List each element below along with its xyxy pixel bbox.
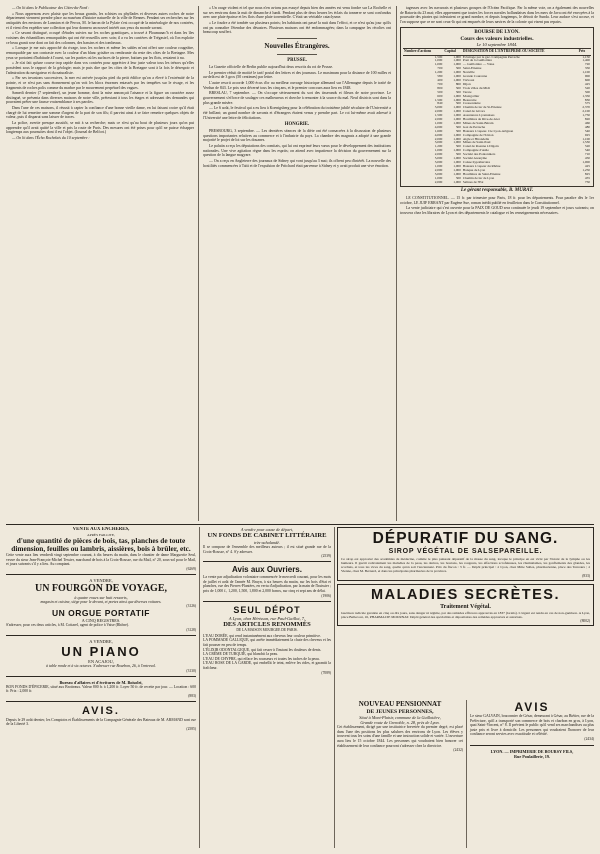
ad-reference: (3130) (186, 668, 196, 673)
ad-text: magasin et cuisine, siège pour le devant, et portes ainsi que diverses voitures. (40, 599, 162, 604)
table-cell: 1,000 (453, 114, 461, 118)
company-name: Assurances Lyonnaises (462, 114, 495, 118)
paragraph: La police, avertie presque aussitôt, se mit à sa recherche; mais ce n'est qu'au bout de plusieurs jours qu'on put apprendre qu'il avait quitté la ville et pris la route de Paris. Des mesures ont été prises pour qu'il ne puisse échapper longtemps aux poursuites dont il est l'objet. (Journal de Belfort.) (6, 121, 194, 135)
company-name: Houillères de Rive-de-Gier (462, 118, 500, 122)
paragraph: LE CONSTITUTIONNEL. — 15 fr. par trimestre pour Paris, 18 fr. pour les départements. Pour paraître dès le 1er octobre, LE JUIF ERRANT par Eugène Sue, roman inédit publié en feuilleton dans le Constitutionnel. (400, 196, 594, 205)
ad-reference: (883) (188, 693, 196, 698)
ad-text: Depuis le 29 août dernier, les Comptoirs et Établissements de la Compagnie Générale des Bateaux de M. ARMAND sont rue de la Liberté 3. (6, 717, 196, 727)
company-name: Caisse hypothécaire (462, 161, 491, 164)
table-cell: 455 (584, 176, 590, 180)
table-cell: 1,250 (582, 168, 590, 172)
ad-subtitle: A Lyon, chez Hérisson, rue Paul-Gaillot, 7, (228, 615, 306, 621)
article-head: — On lit dans le Publicateur des Côtes-du-Nord : (12, 6, 90, 10)
table-cell: 1,000 (453, 121, 461, 125)
table-cell: 1,150 (582, 55, 590, 59)
ad-avis-galvain (470, 700, 594, 759)
paragraph: — Le 6 août, le festival qui a eu lieu à Koenigsberg pour la célébration du troisième jubilé séculaire de l'Université a été brillant; un grand nombre de savants et d'étrangers étaient venus y prendre part. Le roi lui-même avait adressé à l'Université une lettre de félicitations. (203, 106, 391, 120)
table-cell: 1,000 (453, 180, 461, 184)
table-cell: 425 (584, 164, 590, 168)
ad-text: La vente par adjudication volontaire commencée le mercredi courant, pour les mois de juillet et août de l'année M. Bruyn, à six heures du matin, sur les bois d'étai et planches, rue des Pierres-Plantées, en vertu d'adjudication, par la main de l'huissier ; prix de 1,000 f., 1,200, 1,500, 1,800 et 2,000 francs, sur cinq et sept ans de délai. (203, 575, 331, 593)
company-name: Mines de Saint-Bérain (462, 121, 494, 125)
table-cell: 820 (584, 118, 590, 122)
table-cell: 540 (584, 129, 590, 133)
table-cell: 575 (584, 102, 590, 106)
table-cell: 3,000 (434, 161, 443, 164)
ad-subtitle: A CINQ REGISTRES. (81, 618, 121, 624)
paragraph: « Par ses invasions successives, la mer est arrivée jusqu'au pied du petit édifice qu'on a élevé à l'extrémité de la pointe, et ce n'est pas sans étonnement qu'on voit les blocs énormes entassés par les tempêtes sur le rivage, et les fragments de roches polis comme du marbre par le mouvement perpétuel des vagues. (6, 76, 194, 90)
newspaper-page (6, 6, 594, 848)
ad-text: BON FONDS D'ÉPICERIE, situé aux Brotteaux. Valeur 800 fr. à 1,200 fr. Loyer 50 fr. de recette par jour. — Location : 600 fr. Prix : 2,000 fr. (6, 684, 196, 694)
table-cell: 1,000 (582, 161, 590, 164)
table-cell: 1,000 (453, 118, 461, 122)
table-cell: 4,000 (434, 125, 443, 129)
stock-exchange-table (400, 27, 594, 188)
table-cell: 720 (584, 63, 590, 67)
ad-subtitle: SIROP VÉGÉTAL DE SALSEPAREILLE. (388, 548, 543, 555)
ad-reference: (2539) (321, 554, 331, 559)
ad-heading: A vendre pour cause de départ, (240, 527, 294, 532)
ad-heading: Bureau d'affaires et d'écritures de M. Boisolei, (59, 679, 143, 685)
ad-item: L'EAU DE CHYPRE, qui efface les rousseurs et toutes les taches de la peau. (203, 656, 320, 661)
paragraph: tageuses avec les navarrais et plusieurs groupes de l'Océan Pacifique. Par la même voie, on a également des nouvelles de Batavia du 23 mai; elles apprennent que toutes les forces navales hollandaises dans les mers de Java ont été envoyées à la poursuite des pirates qui infestaient ce grand nombre, et depuis longtemps, le détroit de Sunda. Leur audace s'est accrue, et l'on suppose que ce ne sont ceux-là qui ont emparés de leurs navires de la colonie qui visent pas repairs. (400, 6, 594, 24)
table-cell: 1,000 (434, 63, 443, 67)
ad-ouvriers (203, 561, 331, 597)
ad-title: AVIS. (82, 704, 120, 717)
column-header: Nombre d'actions (403, 48, 443, 55)
column-3 (400, 6, 594, 518)
gerant-signature: Le gérant responsable, B. MURAT. (460, 188, 534, 194)
table-cell: 520 (584, 145, 590, 149)
table-cell: 1,000 (453, 94, 461, 98)
paragraph: « Lorsque je me suis approché du rivage, tous les rochers et même les sables m'ont offert une couleur rougeâtre, remarquable par son contraste avec la couleur d'un blanc grisâtre ou rembrunie du reste des côtes de la Bretagne. Mes yeux se portaient d'habitude à l'ouest, sur les parties où les surfaces de la pierre, battues par les flots, restaient à nu. (6, 46, 194, 60)
table-cell: 1,000 (434, 176, 443, 180)
paragraph: « Je n'ai fait qu'une course trop rapide dans vos contrées pour apprécier à leur juste valeur tous les trésors qu'elles possèdent sous le rapport de la géologie; mais je puis dire que les côtes de la Bretagne sont à la fois le désespoir et l'admiration du navigateur et du naturaliste. (6, 61, 194, 75)
table-cell: 500 (455, 176, 461, 180)
table-cell: 2,000 (434, 168, 443, 172)
table-cell: 600 (437, 94, 443, 98)
country-heading: PRUSSE. (287, 57, 307, 63)
ad-reference: (8002) (580, 619, 590, 624)
company-name: Compagnie de l'Union (462, 133, 494, 137)
ad-title: UN ORGUE PORTATIF (52, 608, 150, 619)
ad-text: Guérison radicale garantie en cinq ou dix jours, sans danger ni régime, par des remèdes efficaces approuvés en 1837 (Gratis). L'argent est rendu en cas de non-guérison. A Lyon, place Bellecour, 16, PHARMACIE MOURNAT. Dépôt général des spécialités et dépositaires des remèdes approuvés et autorisés. (341, 610, 590, 619)
ad-reference: (7089) (321, 670, 331, 675)
company-name: Bateaux à vapeur du Rhône (462, 164, 501, 168)
table-cell: 840 (437, 102, 443, 106)
divider (277, 38, 317, 39)
ad-piano (6, 635, 196, 673)
ad-subtitle: très-achalandé. (253, 540, 281, 545)
paragraph: Le premier réduit de moitié le tarif postal des lettres et des journaux. Le maximum pour la distance de 100 milles et au-delà est de 3 gros (50 centimes) par lettre. (203, 70, 391, 80)
table-cell: 3,000 (434, 172, 443, 176)
company-name: Mines de Saint-Paul (462, 141, 491, 145)
table-cell: 450 (584, 157, 590, 161)
ad-subheading: APRÈS FAILLITE, (87, 532, 115, 537)
ad-maladies (337, 584, 594, 627)
ad-text: Il se compose de l'ensemble des meilleurs auteurs ; il est situé grande rue de la Croix-Rousse, n° 4. S'y adresser. (203, 545, 331, 554)
ad-avis (6, 701, 196, 731)
table-cell: 500 (455, 67, 461, 71)
column-1 (6, 6, 194, 518)
table-cell: 710 (584, 153, 590, 157)
table-cell: 1,000 (453, 59, 461, 63)
table-cell: 1,500 (434, 114, 443, 118)
table-cell: 1,350 (582, 94, 590, 98)
bourse-date: Le 10 septembre 1844. (476, 42, 518, 48)
table-cell: 1,000 (453, 133, 461, 137)
company-name: Chemin de fer de St-Étienne (462, 106, 502, 110)
table-cell: 1,000 (453, 164, 461, 168)
company-name: Grande Couronne (462, 75, 488, 79)
table-cell: 2,000 (434, 153, 443, 157)
table-cell: 1,000 (453, 137, 461, 141)
column-divider (199, 527, 200, 848)
table-cell: 500 (455, 153, 461, 157)
table-cell: 600 (584, 78, 590, 82)
table-cell: 500 (455, 90, 461, 94)
bourse-title: BOURSE DE LYON. (474, 29, 520, 35)
paragraph: BRESLAU, 7 septembre. — On s'occupe sérieusement du sort des tisserands et fileurs de notre province. Le gouvernement s'efforce de soulager ces malheureux et cherche à remonter à la source du mal. Neuf districts sont dans la plus grande misère. (203, 91, 391, 105)
company-name: Beaucaire (462, 98, 477, 102)
table-cell: 1,000 (453, 149, 461, 153)
column-divider (466, 700, 467, 848)
table-cell: 750 (584, 180, 590, 184)
company-name: Tarare (462, 90, 472, 94)
company-name: Neuville (462, 71, 475, 75)
company-name: Canal de Roanne à Digoin (462, 145, 499, 149)
ad-title: SEUL DÉPOT (233, 604, 301, 615)
table-cell: 400 (437, 78, 443, 82)
table-cell: 460 (584, 121, 590, 125)
company-name: Houillères de Saint-Étienne (462, 172, 501, 176)
column-divider (396, 6, 397, 521)
table-cell: 2,000 (434, 137, 443, 141)
ad-title: MALADIES SECRÈTES. (371, 586, 560, 603)
bourse-subtitle: Cours des valeurs industrielles. (460, 35, 534, 42)
table-cell: 1,000 (453, 141, 461, 145)
company-name: Dijon (462, 82, 471, 86)
table-cell: 1,000 (434, 164, 443, 168)
table-cell: 500 (455, 102, 461, 106)
column-header: Prix (578, 48, 591, 55)
company-name: Société des Pontonniers (462, 153, 496, 157)
ad-subtitle: DE LA MAISON MOURGEE DE PARIS. (236, 628, 298, 633)
paragraph: Samedi dernier (7 septembre), un jeune homme, dont la mise annonçait l'aisance et la figure un caractère assez distingué, se présenta dans diverses maisons de notre ville, prétextant à tous les étages et adressant des demandes qui pouvaient prêter une fausse vraisemblance à ses paroles. (6, 91, 194, 105)
table-cell: 1,000 (453, 55, 461, 59)
imprint-line: LYON. — IMPRIMERIE DE BOURSY FILS, (490, 748, 574, 754)
ad-text: Le sieur GALVAIN, braconnier de Gésar, demeurant à Gésar, au Biétier, rue de la Préfecture, qu'il a transporté son commerce de bois et charbon en gros, à Lyon, quai Saint-Vincent, n° 8. Il prévient le public qu'il vend ses marchandises au plus juste prix et livre à domicile. Les personnes qui voudraient l'honorer de leur confiance seront servies avec exactitude et célérité. (470, 714, 594, 737)
table-cell: 1,400 (582, 59, 590, 63)
company-name: Compagnie d'Asile (462, 149, 489, 153)
table-cell: 1,000 (453, 110, 461, 114)
company-name: Trévoux (462, 78, 475, 82)
table-cell: 1,600 (434, 129, 443, 133)
table-cell: 700 (437, 82, 443, 86)
table-cell: 830 (584, 98, 590, 102)
paragraph: « Un orage violent et tel que nous n'en avions pas essuyé depuis bien des années est venu fondre sur La Rochelle et sur ses environs dans la nuit de dimanche à lundi. Pendant plus de deux heures les éclats du tonnerre se sont confondus avec une pluie épaisse et les flots d'une pluie torrentielle. C'était un véritable cataclysme. (203, 6, 391, 20)
ad-text: S'adresser, pour ces deux articles, à M. Cottarel, agent de police à Vaise (Rhône). (6, 623, 129, 628)
company-name: Gaz de Perrache (462, 125, 486, 129)
table-cell: 1,000 (453, 157, 461, 161)
table-cell: 1,200 (434, 145, 443, 149)
imprint-line: Rue Poulaillerie, 19. (513, 753, 551, 759)
ad-subtitle: Situé à Mont-Plaisir, commune de la Guillotière, (359, 715, 441, 721)
paragraph: « Ce savant distingué, occupé d'études suivies sur les roches granitiques, a trouvé à Ploumanac'h et dans les îles voisines des échantillons remarquables qui ont été recueillis avec soin; il a vu les carrières de Trégastel, où l'on exploite ce beau granit rose dont on fait des colonnes, des bassins et des tombeaux. (6, 31, 194, 45)
table-cell: 350 (584, 67, 590, 71)
ad-reference: (1906) (321, 593, 331, 598)
table-cell: 1,000 (434, 149, 443, 153)
table-cell: 540 (584, 149, 590, 153)
column-header: DÉSIGNATION DE L'ENTREPRISE OU SOCIÉTÉ (462, 48, 578, 55)
column-divider (198, 6, 199, 521)
section-rule (6, 524, 594, 525)
ad-title: UN FONDS DE CABINET LITTÉRAIRE (207, 532, 327, 539)
ad-title: Avis aux Ouvriers. (232, 565, 302, 575)
table-cell: 1,000 (453, 98, 461, 102)
paragraph: La vente judiciaire qui s'est ouverte pour la PAIX DE GOUD sera continuée le jeudi 19 septembre et jours suivants; on trouvera chez les libraires de Lyon et des départements le catalogue et les renseignements nécessaires. (400, 206, 594, 216)
ads-column-b (203, 527, 331, 848)
paragraph: Le palatin a reçu les députations des comitats, qui lui ont exprimé leurs vœux pour le développement des institutions nationales. Une vive agitation règne dans les esprits; on attend avec impatience la décision du gouvernement sur la question de la langue magyare. (203, 144, 391, 158)
table-cell: 825 (584, 172, 590, 176)
column-header: Capital (443, 48, 462, 55)
ad-subtitle: EN ACAJOU, (88, 659, 114, 665)
table-cell: 500 (455, 86, 461, 90)
table-cell: 1,100 (582, 137, 590, 141)
ad-reference: (2434) (584, 736, 594, 741)
ad-heading: VENTE AUX ENCHÈRES, (72, 527, 130, 532)
ad-heading: A VENDRE, (89, 639, 113, 645)
ad-item: L'EAU ROSE DE LA GARDE, qui embellit le teint, enlève les rides, et garantit la fraîcheur. (203, 661, 331, 670)
ad-title: NOUVEAU PENSIONNAT (358, 700, 442, 708)
table-cell: 800 (455, 82, 461, 86)
table-cell: 2,370 (582, 106, 590, 110)
table-cell: 1,750 (582, 114, 590, 118)
ad-pensionnat (337, 700, 463, 752)
ad-subtitle: à quatre roues sur huit ressorts, (74, 594, 128, 600)
table-cell: 3,000 (434, 106, 443, 110)
company-name: Bateaux à vapeur. Cie Lyon-Avignon (462, 129, 514, 133)
ad-heading: A VENDRE, (89, 577, 113, 583)
company-name: Saint-Étienne (462, 67, 482, 71)
table-cell: 480 (584, 125, 590, 129)
company-name: Trois villes du Midi (462, 86, 490, 90)
paragraph: La Gazette officielle de Berlin publie aujourd'hui deux rescrits du roi de Prusse. (209, 64, 334, 69)
table-cell: 580 (437, 75, 443, 79)
table-cell: 2,000 (434, 180, 443, 184)
table-cell: 1,000 (434, 121, 443, 125)
ad-fourgon (6, 574, 196, 632)
company-name: Éclairage par le gaz. Compagnie Perrache (462, 55, 520, 59)
ad-item: LA CRÈME DE TURQUIE, qui blanchit la peau. (203, 652, 279, 657)
ad-item: LA POMMADE GALLIQUE, qui arrête immédiatement la chute des cheveux et les fait pousser en peu de temps. (203, 638, 331, 647)
table-cell: 2,000 (434, 118, 443, 122)
ad-epicerie (6, 676, 196, 698)
table-cell: 2,000 (434, 110, 443, 114)
company-name: Montgolfier (462, 94, 480, 98)
bourse-table (403, 48, 591, 185)
company-name: Pont de la Guillotière (462, 59, 493, 63)
ads-column-a (6, 527, 196, 848)
paragraph: Dans l'une de ces maisons, il réussit à capter la confiance d'une bonne vieille dame, en lui faisant croire qu'il était chargé de lui remettre une somme d'argent de la part de son fils; il parvint ainsi à se faire remettre quelques objets de valeur, puis il disparut sans laisser de traces. (6, 106, 194, 120)
ad-seul-depot (203, 601, 331, 675)
ad-text: à table ronde et à six octaves. S'adresser rue Bourbon, 26, à l'entresol. (46, 664, 156, 669)
paragraph: L'autre rescrit accorde 1,000 écus d'or au meilleur ouvrage historique allemand sur l'Allemagne depuis le traité de Verdun de 843. Le prix sera décerné tous les cinq ans, et le premier concours aura lieu en 1848. (203, 80, 391, 90)
paragraph: « Nous apprenons avec plaisir que les beaux granits, les schistes ou phyllades et diverses autres roches de notre département viennent prendre place au muséum d'histoire naturelle de la ville de Rennes. Pendant ses recherches sur les antiquités des environs de Lannion et de Perros, M. le baron de la Pylaie s'est occupé de la minéralogie de nos contrées, et il vient d'en expédier une collection qui leur donnera un nouvel intérêt aux yeux du monde savant. (6, 11, 194, 30)
ad-reference: (2432) (453, 748, 463, 753)
company-name: Salines de l'Est (462, 180, 484, 184)
table-cell: 1,000 (453, 172, 461, 176)
ad-subtitle: DE JEUNES PERSONNES, (366, 708, 434, 715)
ad-cabinet (203, 527, 331, 558)
ad-title: d'une quantité de pièces de bois, tas, planches de toute dimension, feuilles ou lambris, aissières, bois à brûler, etc. (11, 535, 191, 553)
table-cell: 500 (455, 129, 461, 133)
ad-subtitle: Grande route de Grenoble, n. 28, près de Lyon. (360, 720, 440, 726)
section-title: Nouvelles Étrangères. (264, 41, 330, 50)
ad-subtitle: Traitement Végétal. (440, 603, 491, 610)
ad-subtitle: DES ARTICLES RENOMMÉS (223, 620, 311, 628)
ad-title: UN FOURGON DE VOYAGE, (34, 582, 168, 594)
table-cell: 1,000 (453, 106, 461, 110)
table-cell: 1,100 (582, 71, 590, 75)
table-cell: 1,500 (434, 98, 443, 102)
paragraph: — On a reçu en Angleterre des journaux de Sidney qui vont jusqu'au 3 mai; ils offrent peu d'intérêt. La nouvelle des hostilités commencées à Taïti et de l'expulsion de Pritchard était parvenue à Sidney et y avait produit une vive émotion. (203, 159, 391, 168)
ad-text: Cette vente aura lieu vendredi vingt septembre courant, à dix heures du matin, dans le chantier de dame Marguerite Seul, veuve du sieur Jean-François-Michel Tessier, marchand de bois à la Croix-Rousse, rue du Mail, n° 20, sous-sol pour le Mail, et jours suivants s'il y a lieu. Au comptant. (6, 553, 196, 567)
table-cell: 2,100 (582, 110, 590, 114)
table-cell: 1,000 (453, 71, 461, 75)
paragraph: PRESBOURG, 3 septembre. — Les dernières séances de la diète ont été consacrées à la discussion de plusieurs questions importantes relatives au commerce et à l'industrie du pays. La chambre des magnats a adopté à une grande majorité le projet de loi sur les douanes. (203, 129, 391, 143)
table-cell: 800 (437, 86, 443, 90)
ad-title: AVIS (514, 700, 550, 714)
table-cell: 520 (584, 86, 590, 90)
company-name: Aigle et Hirondelle (462, 137, 490, 141)
table-cell: 500 (455, 125, 461, 129)
divider (277, 54, 317, 55)
column-2 (203, 6, 391, 518)
ad-vente (6, 527, 196, 571)
ad-reference: (2585) (186, 727, 196, 732)
table-cell: 1,000 (453, 63, 461, 67)
table-cell: 1,000 (434, 59, 443, 63)
table-cell: 925 (584, 133, 590, 137)
ad-item: L'EAU DORÉE, qui rend instantanément aux cheveux leur couleur primitive. (203, 633, 321, 638)
ads-column-c (337, 527, 594, 848)
table-cell: 5,000 (434, 157, 443, 161)
country-heading: HONGRIE. (284, 122, 310, 128)
ad-title: UN PIANO (61, 644, 141, 660)
article-head: — On lit dans l'Écho Rochelais du 10 septembre : (12, 136, 90, 141)
table-cell: 425 (584, 82, 590, 86)
ad-title: DÉPURATIF DU SANG. (372, 530, 559, 547)
table-cell: 1,000 (453, 161, 461, 164)
table-cell: 1,530 (582, 141, 590, 145)
ad-item: L'ÉLIXIR ODONTALGIQUE, qui fait cesser à l'instant les douleurs de dents. (203, 647, 322, 652)
ad-text: Ce sirop est approuvé des académies de médecine, comme le plus puissant dépuratif de la masse du sang, lorsque le principe en est vicié par l'âcreté de la lymphe ou les humeurs. Il guérit radicalement les maladies de la peau, les dartres, les boutons, les rougeurs, les affections scrofuleuses, les rhumatismes, les gonflements des glandes, les scorbuts, et tous les vices du sang, quelle qu'en soit l'ancienneté. Prix du flacon : 3 fr. — Dépôt principal : à Lyon, chez Mme Salles, pharmacienne, place des Terreaux ; à Vienne, chez M. Bernard, et dans les principales pharmacies de la province. (341, 556, 590, 574)
company-name: Banque de Lyon (462, 168, 486, 172)
table-cell: 500 (437, 90, 443, 94)
table-cell: 700 (437, 67, 443, 71)
company-name: Canal de Givors (462, 110, 485, 114)
table-cell: 1,000 (453, 75, 461, 79)
table-cell: 500 (584, 90, 590, 94)
ad-depuratif (337, 527, 594, 581)
table-cell: 4,000 (434, 133, 443, 137)
table-cell: 3,000 (434, 141, 443, 145)
ad-reference: (6269) (186, 566, 196, 571)
company-name: Chemin de fer de Lyon (462, 176, 495, 180)
paragraph: « Le foudre a été tombée sur plusieurs points; les habitants ont passé la nuit dans l'effroi, et ce n'est qu'au jour qu'ils ont pu connaître l'étendue des désastres. Plusieurs maisons ont été endommagées; dans la campagne les récoltes ont beaucoup souffert. (203, 20, 391, 35)
company-name: — Guillotière — Vaise (462, 63, 495, 67)
imprint (470, 745, 594, 759)
table-cell: 1,000 (453, 168, 461, 172)
table-cell: 500 (455, 145, 461, 149)
table-cell: 1,000 (453, 78, 461, 82)
table-cell: 1,500 (434, 55, 443, 59)
company-name: Société Anonyme (462, 157, 487, 161)
ad-reference: (833) (582, 573, 590, 578)
ad-text: Cet établissement, dirigé par une institutrice brevetée du premier degré, est placé dans l'une des positions les plus salubres des environs de Lyon. Les élèves y trouvent tous les soins d'une famille et une instruction solide et variée. L'ouverture aura lieu le 15 octobre 1844. Les personnes qui voudraient bien honorer cet établissement de leur confiance pourront s'adresser chez la directrice. (337, 725, 463, 748)
ad-reference: (3128) (186, 628, 196, 633)
table-cell: 1,200 (434, 71, 443, 75)
table-cell: 900 (584, 75, 590, 79)
ad-reference: (3126) (186, 604, 196, 609)
table-row (403, 181, 591, 185)
company-name: Cressonnière (462, 102, 481, 106)
column-divider (334, 527, 335, 848)
